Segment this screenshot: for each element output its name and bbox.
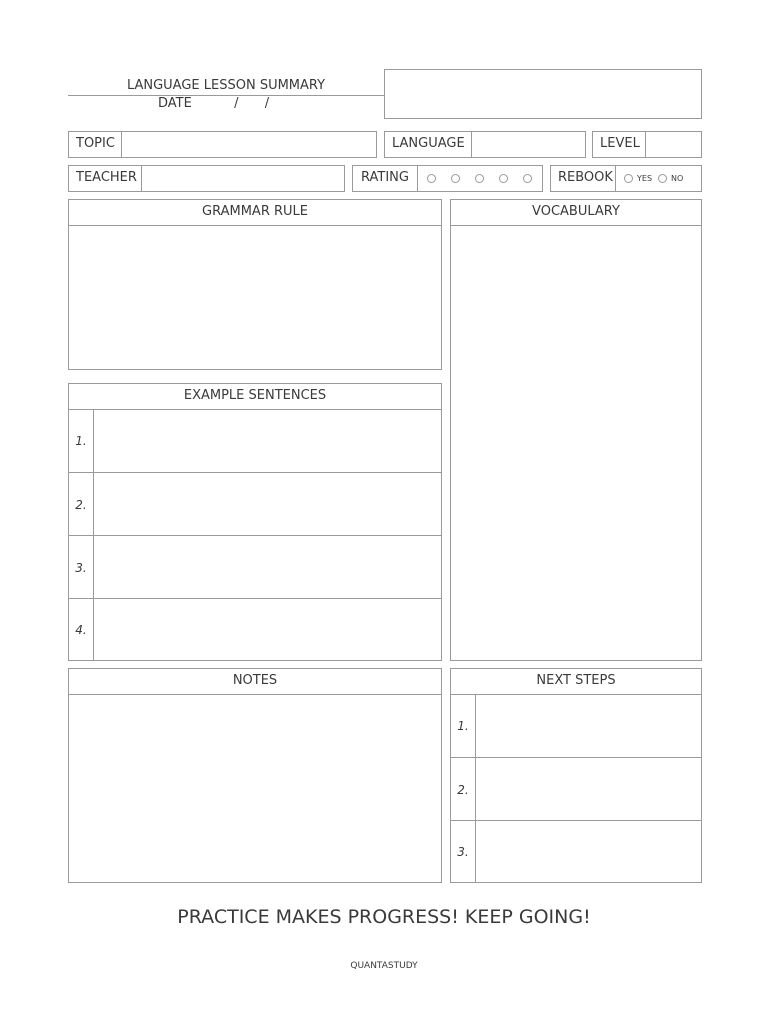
topic-field[interactable] <box>68 131 377 158</box>
rating-circle-1-icon[interactable] <box>427 174 436 183</box>
level-field[interactable] <box>592 131 702 158</box>
example-number: 4. <box>69 599 94 661</box>
footer-brand: QUANTASTUDY <box>350 961 418 971</box>
vocabulary-area[interactable] <box>451 225 701 660</box>
vocabulary-section <box>450 199 702 661</box>
grammar-rule-area[interactable] <box>69 225 441 369</box>
next-step-row[interactable] <box>451 820 701 883</box>
example-row[interactable] <box>69 472 441 536</box>
footer-motto: PRACTICE MAKES PROGRESS! KEEP GOING! <box>177 906 591 928</box>
date-row <box>158 96 269 111</box>
example-number: 2. <box>69 473 94 536</box>
language-field[interactable] <box>384 131 586 158</box>
date-separator: / <box>234 96 239 111</box>
rating-label: RATING <box>361 170 409 185</box>
notes-heading: NOTES <box>69 669 441 695</box>
language-label: LANGUAGE <box>392 136 465 151</box>
next-step-number: 2. <box>451 758 476 821</box>
topic-label: TOPIC <box>76 136 115 151</box>
rebook-no-radio-icon[interactable] <box>658 174 667 183</box>
example-row[interactable] <box>69 598 441 661</box>
date-separator: / <box>264 96 270 111</box>
example-row[interactable] <box>69 409 441 472</box>
rebook-no-label: NO <box>671 174 684 183</box>
page-title: LANGUAGE LESSON SUMMARY <box>126 78 326 93</box>
next-step-number: 1. <box>451 694 476 757</box>
rating-options <box>427 166 532 191</box>
header-notes-box[interactable] <box>384 69 702 119</box>
next-step-row[interactable] <box>451 757 701 821</box>
example-sentences-section <box>68 383 442 661</box>
teacher-field[interactable] <box>68 165 345 192</box>
grammar-rule-section <box>68 199 442 370</box>
next-steps-heading: NEXT STEPS <box>451 669 701 695</box>
rebook-field <box>550 165 702 192</box>
grammar-rule-heading: GRAMMAR RULE <box>69 200 441 226</box>
notes-area[interactable] <box>69 694 441 882</box>
rating-field <box>352 165 543 192</box>
rebook-options <box>624 166 683 191</box>
rating-circle-4-icon[interactable] <box>499 174 508 183</box>
rating-circle-5-icon[interactable] <box>523 174 532 183</box>
notes-section <box>68 668 442 883</box>
rating-circle-2-icon[interactable] <box>451 174 460 183</box>
example-number: 3. <box>69 536 94 599</box>
example-row[interactable] <box>69 535 441 599</box>
next-step-row[interactable] <box>451 694 701 757</box>
rebook-yes-label: YES <box>637 174 653 183</box>
next-steps-section <box>450 668 702 883</box>
level-label: LEVEL <box>600 136 640 151</box>
rebook-label: REBOOK <box>558 170 613 185</box>
rating-circle-3-icon[interactable] <box>475 174 484 183</box>
next-step-number: 3. <box>451 821 476 883</box>
example-sentences-heading: EXAMPLE SENTENCES <box>69 384 441 410</box>
date-label: DATE <box>158 96 192 111</box>
rebook-yes-radio-icon[interactable] <box>624 174 633 183</box>
teacher-label: TEACHER <box>76 170 137 185</box>
example-number: 1. <box>69 409 94 472</box>
vocabulary-heading: VOCABULARY <box>451 200 701 226</box>
